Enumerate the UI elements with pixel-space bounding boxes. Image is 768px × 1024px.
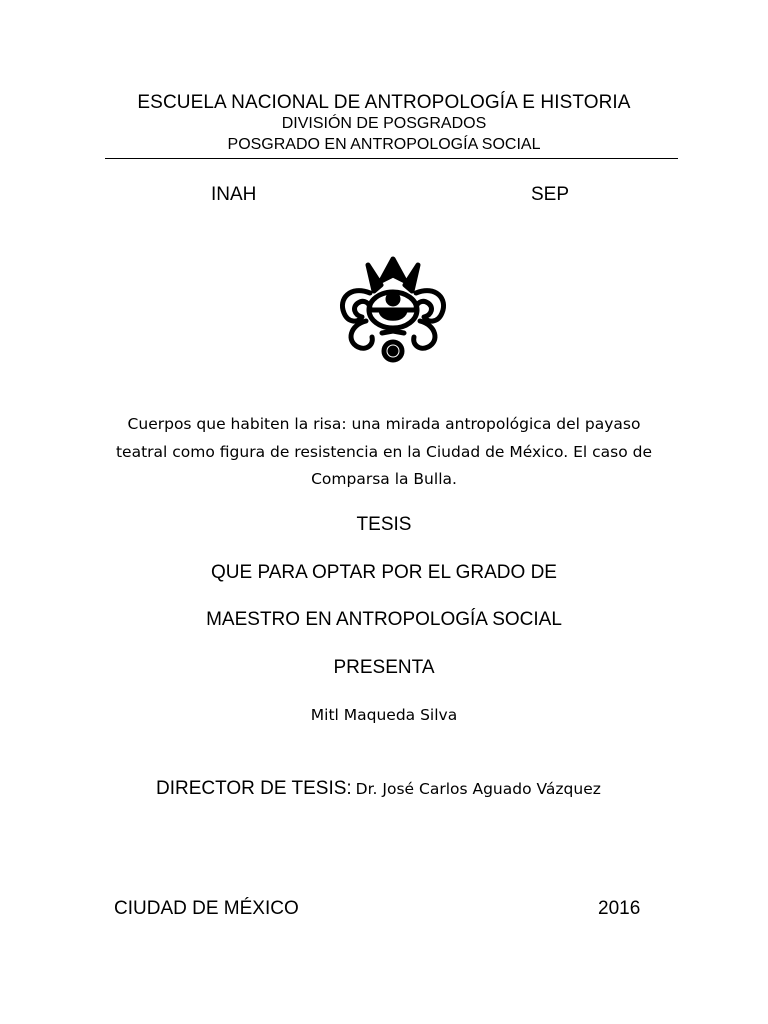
presents-label: PRESENTA xyxy=(333,657,435,678)
thesis-title xyxy=(100,411,668,494)
thesis-title-line-1: Cuerpos que habiten la risa: una mirada antropológica del payaso xyxy=(127,415,641,433)
city: CIUDAD DE MÉXICO xyxy=(114,898,299,919)
school-name: ESCUELA NACIONAL DE ANTROPOLOGÍA E HISTORIA xyxy=(137,92,631,113)
director-name: Dr. José Carlos Aguado Vázquez xyxy=(355,780,601,798)
author-name: Mitl Maqueda Silva xyxy=(310,706,458,724)
division-name: DIVISIÓN DE POSGRADOS xyxy=(281,115,487,132)
degree-line-1: QUE PARA OPTAR POR EL GRADO DE xyxy=(211,562,557,583)
director-label: DIRECTOR DE TESIS: xyxy=(156,778,352,799)
institution-inah: INAH xyxy=(211,184,257,205)
institution-sep: SEP xyxy=(531,184,570,205)
thesis-director xyxy=(156,778,601,800)
program-name: POSGRADO EN ANTROPOLOGÍA SOCIAL xyxy=(227,136,541,153)
year: 2016 xyxy=(598,898,641,919)
document-type: TESIS xyxy=(356,514,412,535)
inah-emblem-icon xyxy=(336,255,450,367)
thesis-title-line-2: teatral como figura de resistencia en la Ciudad de México. El caso de xyxy=(115,442,653,461)
degree-line-2: MAESTRO EN ANTROPOLOGÍA SOCIAL xyxy=(206,609,562,630)
header-divider xyxy=(105,158,678,159)
thesis-title-line-3: Comparsa la Bulla. xyxy=(311,470,457,488)
